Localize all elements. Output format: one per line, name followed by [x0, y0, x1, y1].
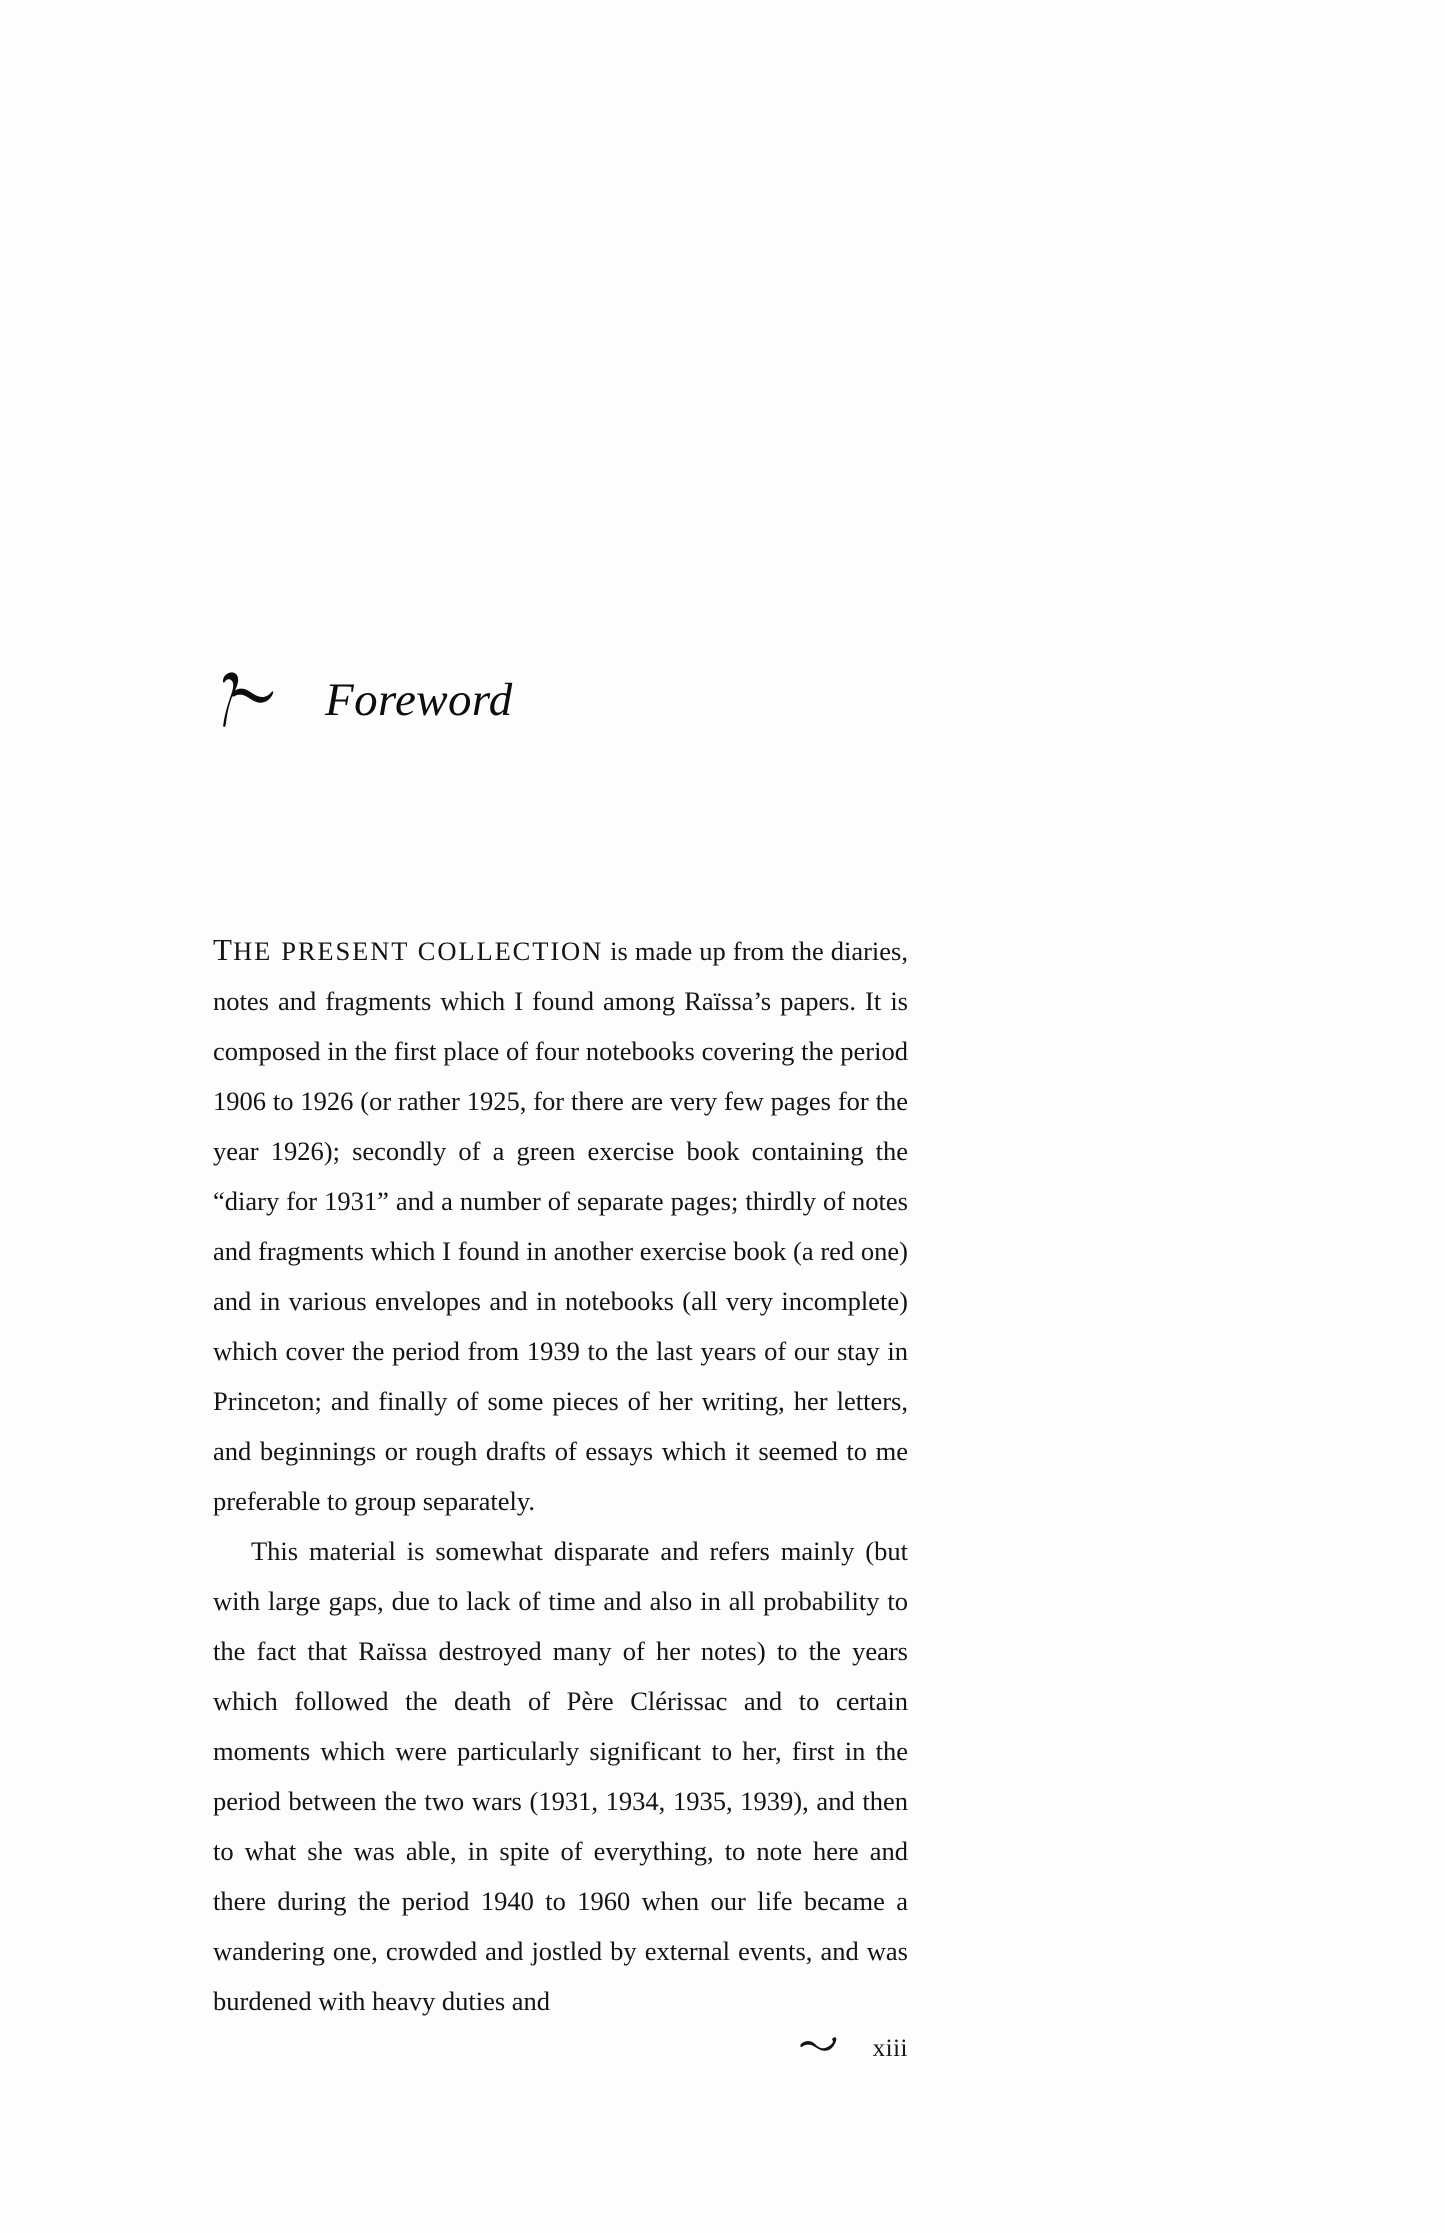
- chapter-heading: [213, 655, 513, 745]
- flourish-ornament-icon: [213, 668, 283, 732]
- opening-initial: T: [213, 932, 234, 967]
- page-number: xiii: [872, 2035, 908, 2062]
- folio: [0, 2035, 908, 2063]
- body-text-block: [213, 925, 908, 2026]
- opening-small-caps: [213, 932, 604, 967]
- page-title: Foreword: [325, 673, 513, 726]
- opening-small-caps-rest: HE PRESENT COLLECTION: [233, 936, 604, 966]
- paragraph-1: [213, 925, 908, 1526]
- paragraph-1-text: is made up from the diaries, notes and fragments which I found among Raïssa’s papers. It is composed in the first place of four notebooks covering the period 1906 to 1926 (or rather 1925, for there are very few pages for the year 1926); secondly of a green exercise book containing the “diary for 1931” and a number of separate pages; thirdly of notes and fragments which I found in another exercise book (a red one) and in various envelopes and in notebooks (all very incomplete) which cover the period from 1939 to the last years of our stay in Princeton; and finally of some pieces of her writing, her letters, and beginnings or rough drafts of essays which it seemed to me preferable to group separately.: [213, 936, 908, 1516]
- folio-flourish-icon: [799, 2036, 839, 2062]
- paragraph-2: This material is somewhat disparate and refers mainly (but with large gaps, due to lack of time and also in all probability to the fact that Raïssa destroyed many of her notes) to the years which followed the death of Père Clérissac and to certain moments which were particularly significant to her, first in the period between the two wars (1931, 1934, 1935, 1939), and then to what she was able, in spite of everything, to note here and there during the period 1940 to 1960 when our life became a wandering one, crowded and jostled by external events, and was burdened with heavy duties and: [213, 1536, 908, 2016]
